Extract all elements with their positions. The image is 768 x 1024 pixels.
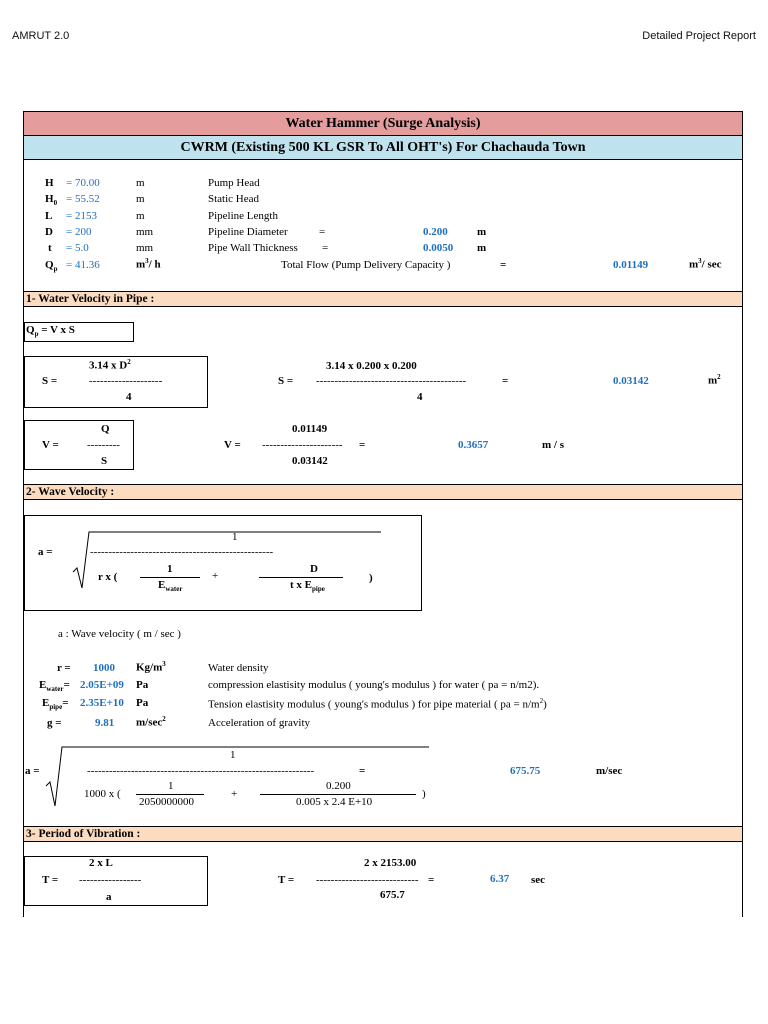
const-epipe-desc: Tension elastisity modulus ( young's modulus ) for pipe material ( pa = $n/m^2$) <box>208 697 547 711</box>
wave-calc-equals: = <box>359 765 366 777</box>
wave-calc-f2-bar <box>260 794 416 795</box>
const-g-symbol: g = <box>47 717 62 729</box>
wave-formula-f1-bar <box>140 577 200 578</box>
const-epipe-value: 2.35E+10 <box>80 697 124 709</box>
wave-formula-radical <box>73 530 383 590</box>
wave-formula-rx: r x ( <box>98 571 118 583</box>
v-calc-unit: m / s <box>542 439 564 451</box>
param-t-converted-unit: m <box>477 242 487 254</box>
wave-calc-close: ) <box>422 788 426 800</box>
period-formula-bar: ----------------- <box>79 874 142 886</box>
wave-formula-f2-numerator: D <box>310 563 318 575</box>
wave-calc-f1-denominator: 2050000000 <box>139 796 194 808</box>
v-formula-denominator: S <box>101 455 108 467</box>
param-d-desc: Pipeline Diameter <box>208 226 288 238</box>
s-calc-lhs: S = <box>278 375 294 387</box>
period-formula-numerator: 2 x L <box>89 857 113 869</box>
param-d-symbol: D <box>45 226 53 238</box>
param-t-converted: 0.0050 <box>423 242 454 254</box>
wave-calc-unit: m/sec <box>596 765 623 777</box>
wave-calc-bar: -------------------------------------------------------------- <box>87 765 315 777</box>
v-calc-lhs: V = <box>224 439 241 451</box>
param-qp-unit: $m^3/$ h <box>136 257 161 271</box>
v-calc-bar: ---------------------- <box>262 439 343 451</box>
param-qp-symbol: $Q_p$ <box>45 259 58 274</box>
header-left: AMRUT 2.0 <box>12 30 70 42</box>
const-ewater-value: 2.05E+09 <box>80 679 124 691</box>
wave-formula-f2-bar <box>259 577 343 578</box>
s-calc-result: 0.03142 <box>613 375 649 387</box>
period-calc-result: 6.37 <box>490 873 510 885</box>
param-h0-symbol: $H_0$ <box>45 193 58 208</box>
const-r-unit: $Kg/m^3$ <box>136 660 166 674</box>
param-l-desc: Pipeline Length <box>208 210 278 222</box>
s-calc-equals: = <box>502 375 509 387</box>
period-calc-numerator: 2 x 2153.00 <box>364 857 417 869</box>
param-d-equals: = <box>319 226 326 238</box>
period-calc-lhs: T = <box>278 874 295 886</box>
wave-calc-result: 675.75 <box>510 765 541 777</box>
const-g-value: 9.81 <box>95 717 115 729</box>
param-h-value: = 70.00 <box>66 177 100 189</box>
calculation-sheet <box>23 111 743 917</box>
const-r-value: 1000 <box>93 662 115 674</box>
param-d-unit: mm <box>136 226 154 238</box>
wave-calc-f2-numerator: 0.200 <box>326 780 351 792</box>
v-formula-bar: --------- <box>87 439 120 451</box>
s-calc-denominator: 4 <box>417 391 423 403</box>
v-formula-numerator: Q <box>101 423 110 435</box>
wave-calc-f2-denominator: 0.005 x 2.4 E+10 <box>296 796 373 808</box>
param-t-symbol: t <box>48 242 52 254</box>
wave-formula-numerator: 1 <box>232 531 238 543</box>
v-formula-lhs: V = <box>42 439 59 451</box>
param-qp-converted-unit: $m^3/$ sec <box>689 257 722 271</box>
param-d-converted: 0.200 <box>423 226 448 238</box>
wave-formula-f1-denominator: $E_{water}$ <box>158 579 183 594</box>
period-calc-unit: sec <box>531 874 546 886</box>
param-l-unit: m <box>136 210 145 222</box>
s-calc-numerator: 3.14 x 0.200 x 0.200 <box>326 360 417 372</box>
param-qp-value: = 41.36 <box>66 259 100 271</box>
s-calc-bar: ----------------------------------------- <box>316 375 467 387</box>
header-right: Detailed Project Report <box>642 30 756 42</box>
section-water-velocity-header: 1- Water Velocity in Pipe : <box>24 291 742 307</box>
s-formula-bar: -------------------- <box>89 375 163 387</box>
sheet-title: Water Hammer (Surge Analysis) <box>24 112 742 136</box>
const-ewater-symbol: $E_{water}=$ <box>39 679 70 694</box>
sheet-subtitle: CWRM (Existing 500 KL GSR To All OHT's) For Chachauda Town <box>24 136 742 160</box>
param-h0-unit: m <box>136 193 145 205</box>
param-h0-desc: Static Head <box>208 193 260 205</box>
const-epipe-symbol: $E_{pipe}=$ <box>42 697 69 712</box>
const-ewater-desc: compression elastisity modulus ( young's modulus ) for water ( pa = n/m2). <box>208 679 540 691</box>
param-t-desc: Pipe Wall Thickness <box>208 242 298 254</box>
param-qp-equals: = <box>500 259 507 271</box>
param-h-symbol: H <box>45 177 54 189</box>
param-t-equals: = <box>322 242 329 254</box>
param-l-value: = 2153 <box>66 210 97 222</box>
s-calc-unit: $m^2$ <box>708 373 721 387</box>
s-formula-denominator: 4 <box>126 391 132 403</box>
wave-calc-lhs: a = <box>25 765 40 777</box>
qp-formula: $Q_p = V$ x S <box>26 324 75 339</box>
wave-formula-lhs: a = <box>38 546 53 558</box>
wave-calc-numerator: 1 <box>230 749 236 761</box>
wave-formula-bar: -------------------------------------------------- <box>90 546 274 558</box>
const-ewater-unit: Pa <box>136 679 149 691</box>
s-formula-lhs: S = <box>42 375 58 387</box>
period-formula-lhs: T = <box>42 874 59 886</box>
const-g-unit: $m/\sec^2$ <box>136 715 166 729</box>
param-h-unit: m <box>136 177 145 189</box>
wave-calc-rx: 1000 x ( <box>84 788 121 800</box>
section-period-header: 3- Period of Vibration : <box>24 826 742 842</box>
wave-formula-close: ) <box>369 572 373 584</box>
const-epipe-unit: Pa <box>136 697 149 709</box>
period-calc-bar: ---------------------------- <box>316 874 419 886</box>
param-qp-converted: 0.01149 <box>613 259 649 271</box>
section-wave-velocity-header: 2- Wave Velocity : <box>24 484 742 500</box>
wave-formula-f1-numerator: 1 <box>167 563 173 575</box>
v-calc-equals: = <box>359 439 366 451</box>
wave-calc-plus: + <box>231 788 238 800</box>
const-r-desc: Water density <box>208 662 269 674</box>
wave-velocity-note: a : Wave velocity ( m / sec ) <box>58 628 181 640</box>
wave-calc-f1-numerator: 1 <box>168 780 174 792</box>
param-d-converted-unit: m <box>477 226 487 238</box>
param-t-value: = 5.0 <box>66 242 89 254</box>
v-calc-numerator: 0.01149 <box>292 423 328 435</box>
param-h0-value: = 55.52 <box>66 193 100 205</box>
const-g-desc: Acceleration of gravity <box>208 717 311 729</box>
s-formula-numerator: 3.14 x $D^2$ <box>89 358 131 372</box>
param-qp-desc: Total Flow (Pump Delivery Capacity ) <box>281 259 451 271</box>
wave-calc-f1-bar <box>136 794 204 795</box>
period-calc-equals: = <box>428 874 435 886</box>
const-r-symbol: r = <box>57 662 71 674</box>
param-d-value: = 200 <box>66 226 92 238</box>
param-t-unit: mm <box>136 242 154 254</box>
wave-formula-plus: + <box>212 570 219 582</box>
v-calc-denominator: 0.03142 <box>292 455 328 467</box>
v-calc-result: 0.3657 <box>458 439 489 451</box>
param-l-symbol: L <box>45 210 53 222</box>
param-h-desc: Pump Head <box>208 177 260 189</box>
period-calc-denominator: 675.7 <box>380 889 405 901</box>
wave-formula-f2-denominator: t x $E_{pipe}$ <box>290 579 325 594</box>
period-formula-denominator: a <box>106 891 112 903</box>
